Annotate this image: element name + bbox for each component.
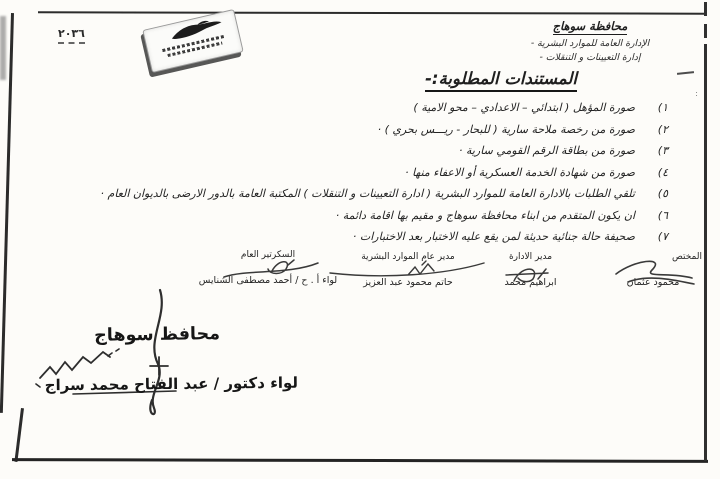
org-department: الإدارة العامة للموارد البشرية - xyxy=(530,38,650,49)
item-text: صورة من شهادة الخدمة العسكرية أو الاعفاء منها · xyxy=(405,165,635,179)
governor-title: محافظ سوهاج xyxy=(94,324,221,346)
item-text: صورة المؤهل ( ابتدائي – الاعدادي – محو الامية ) xyxy=(413,101,635,114)
document-title: المستندات المطلوبة:- xyxy=(425,69,577,92)
signatory-name: حاتم محمود عبد العزيز xyxy=(363,277,453,288)
official-stamp xyxy=(142,9,243,73)
signatory-secretary-general xyxy=(198,250,338,286)
item-number: ٤) xyxy=(657,165,668,179)
list-item xyxy=(413,101,668,114)
document-title-wrap xyxy=(425,69,577,92)
list-item xyxy=(405,166,668,179)
scan-frame-bottom xyxy=(12,458,708,463)
signatory-admin-director xyxy=(478,252,583,288)
org-name: محافظة سوهاج xyxy=(552,19,628,33)
list-item xyxy=(459,144,668,157)
item-text: صحيفة حالة جنائية حديثة لمن يقع عليه الاختبار بعد الاختبارات · xyxy=(352,230,635,243)
item-text: ان يكون المتقدم من ابناء محافظة سوهاج و مقيم بها اقامة دائمة · xyxy=(335,208,635,222)
signatory-name: لواء أ . ح / أحمد مصطفى الشنايس xyxy=(198,275,338,286)
list-item xyxy=(353,230,668,243)
eagle-icon xyxy=(168,16,226,44)
item-number: ١) xyxy=(657,101,668,114)
item-number: ٧) xyxy=(657,230,668,243)
signatory-title: مدير الادارة xyxy=(508,252,553,262)
item-text: تلقي الطلبات بالادارة العامة للموارد البشرية ( ادارة التعيينات و التنقلات ) المكتبة العامة بالدور الارضى بالديوان العام · xyxy=(100,187,635,200)
scan-frame-gap xyxy=(703,16,709,24)
governor-name: لواء دكتور / عبد الفتاح محمد سراج xyxy=(44,373,299,395)
governor-signature-scribble xyxy=(28,288,298,423)
list-item xyxy=(378,123,668,136)
item-number: ٢) xyxy=(657,122,668,136)
item-number: ٥) xyxy=(657,187,668,200)
signatory-title: السكرتير العام xyxy=(240,250,296,260)
scan-frame-left-corner xyxy=(14,408,23,462)
signatory-hr-general-director xyxy=(338,252,478,288)
list-item xyxy=(336,209,668,222)
org-subdepartment: إدارة التعيينات و التنقلات - xyxy=(539,52,641,63)
signatory-specialist xyxy=(598,252,708,288)
item-text: صورة من بطاقة الرقم القومي سارية · xyxy=(458,144,635,157)
scan-smudge xyxy=(0,16,6,80)
item-text: صورة من رخصة ملاحة سارية ( للبحار - ريـــس بحري ) · xyxy=(377,122,635,136)
item-number: ٣) xyxy=(657,144,668,157)
signatory-name: ابراهيم محمد xyxy=(504,277,557,288)
serial-number: ٢٠٣٦ xyxy=(58,27,85,44)
scan-speck: : xyxy=(695,89,698,98)
header-dash-mark xyxy=(677,71,694,75)
item-number: ٦) xyxy=(657,208,668,222)
scan-frame-gap xyxy=(703,38,709,44)
signatory-name: محمود عثمان xyxy=(626,277,680,288)
list-item xyxy=(101,187,668,200)
scan-frame-right xyxy=(704,2,707,461)
signatory-title: مدير عام الموارد البشرية xyxy=(361,252,455,262)
required-documents-list xyxy=(16,101,668,261)
signatory-title: المختص xyxy=(672,252,702,262)
letterhead xyxy=(510,15,670,63)
